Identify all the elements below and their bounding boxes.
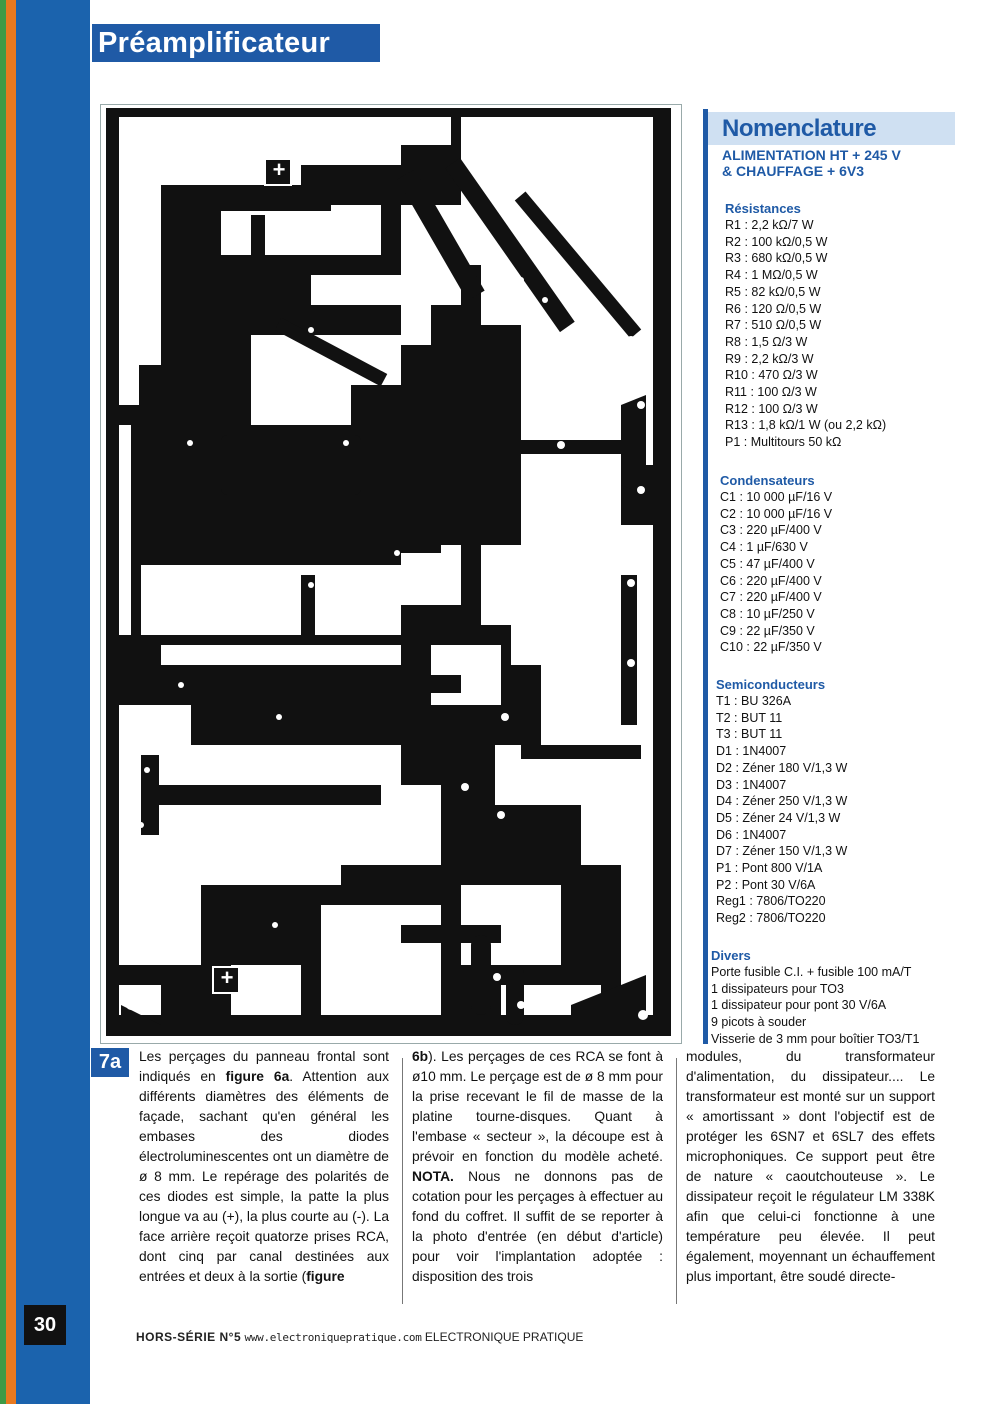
group-heading: Divers bbox=[711, 948, 751, 963]
list-item: P1 : Multitours 50 kΩ bbox=[725, 435, 842, 450]
list-item: R13 : 1,8 kΩ/1 W (ou 2,2 kΩ) bbox=[725, 418, 887, 433]
list-item: 1 dissipateur pour pont 30 V/6A bbox=[711, 998, 887, 1013]
footer-magazine: ELECTRONIQUE PRATIQUE bbox=[424, 1330, 584, 1344]
column-divider bbox=[676, 1058, 677, 1304]
group-heading: Semiconducteurs bbox=[716, 677, 826, 692]
figure-ref: 6b bbox=[412, 1049, 429, 1064]
nomenclature-subtitle-line1: ALIMENTATION HT + 245 V bbox=[722, 147, 901, 163]
list-item: R8 : 1,5 Ω/3 W bbox=[725, 334, 808, 349]
list-item: Reg2 : 7806/TO220 bbox=[716, 911, 826, 926]
list-item: D6 : 1N4007 bbox=[716, 827, 787, 842]
body-text: Les perçages du panneau frontal sont indiqués en bbox=[139, 1049, 389, 1084]
list-item: R2 : 100 kΩ/0,5 W bbox=[725, 234, 828, 249]
footer-url[interactable]: www.electroniquepratique.com bbox=[244, 1331, 422, 1344]
column-divider bbox=[402, 1058, 403, 1304]
list-item: T2 : BUT 11 bbox=[716, 710, 783, 725]
body-text: modules, du transformateur d'alimentation, du dissipateur.... Le transformateur est monté sur un support « amortissant » dont l'objectif est de protéger les 6SN7 et 6SL7 des effets microphoniques. Ce support peut être de nature « caoutchouteuse ». Le dissipateur reçoit le régulateur LM 338K afin que celui-ci fonctionne à une température peu élevée. Il peut également, moyennant un échauffement plus important, être soudé directe- bbox=[686, 1049, 935, 1284]
list-item: T3 : BUT 11 bbox=[716, 727, 783, 742]
list-item: T1 : BU 326A bbox=[716, 694, 792, 708]
group-resistances bbox=[725, 200, 965, 451]
body-text: ). Les perçages de ces RCA se font à ø10 mm. Le perçage est de ø 8 mm pour la prise recevant le fil de masse de la platine tourne-disques. Quant à l'embase « secteur », la découpe est à prévoir en fonction du modèle acheté. bbox=[412, 1049, 663, 1164]
list-item: D7 : Zéner 150 V/1,3 W bbox=[716, 844, 848, 859]
group-heading: Résistances bbox=[725, 201, 801, 216]
pcb-plus-mark-top: + bbox=[272, 157, 286, 182]
list-item: C6 : 220 µF/400 V bbox=[720, 573, 822, 588]
figure-ref: figure 6a bbox=[225, 1069, 290, 1084]
body-text: . Attention aux différents diamètres des éléments de façade, sachant qu'en général les embases des diodes électroluminescentes ont un diamètre de ø 8 mm. Le repérage des polarités de ces diodes est simple, la patte la plus longue va au (+), la plus courte au (-). La face arrière reçoit quatorze prises RCA, dont cinq par canal destinées aux entrées et deux à la sortie ( bbox=[139, 1069, 389, 1284]
list-item: C9 : 22 µF/350 V bbox=[720, 623, 815, 638]
nomenclature-subtitle bbox=[722, 147, 952, 179]
list-item: C10 : 22 µF/350 V bbox=[720, 640, 822, 655]
list-item: C5 : 47 µF/400 V bbox=[720, 556, 815, 571]
list-item: Visserie de 3 mm pour boîtier TO3/T1 bbox=[711, 1031, 920, 1046]
page-number: 30 bbox=[24, 1305, 66, 1345]
group-heading: Condensateurs bbox=[720, 473, 815, 488]
pcb-layout-drawing bbox=[101, 105, 681, 1043]
list-item: C1 : 10 000 µF/16 V bbox=[720, 490, 833, 504]
list-item: R1 : 2,2 kΩ/7 W bbox=[725, 218, 814, 232]
footer-series: HORS-SÉRIE N°5 bbox=[136, 1330, 242, 1344]
body-column-2 bbox=[412, 1047, 663, 1287]
pcb-plus-mark-bottom: + bbox=[220, 965, 234, 990]
nomenclature-box bbox=[703, 109, 955, 1044]
section-title: Préamplificateur bbox=[92, 24, 380, 62]
figure-label: 7a bbox=[91, 1048, 129, 1077]
list-item: D4 : Zéner 250 V/1,3 W bbox=[716, 794, 848, 809]
list-item: P2 : Pont 30 V/6A bbox=[716, 877, 816, 892]
body-column-3 bbox=[686, 1047, 935, 1287]
list-item: C3 : 220 µF/400 V bbox=[720, 523, 822, 538]
list-item: R6 : 120 Ω/0,5 W bbox=[725, 301, 822, 316]
margin-stripe-orange bbox=[6, 0, 16, 1404]
list-item: 9 picots à souder bbox=[711, 1015, 807, 1030]
list-item: R9 : 2,2 kΩ/3 W bbox=[725, 351, 814, 366]
list-item: C8 : 10 µF/250 V bbox=[720, 606, 815, 621]
list-item: D1 : 1N4007 bbox=[716, 744, 787, 759]
list-item: R10 : 470 Ω/3 W bbox=[725, 368, 818, 383]
list-item: D2 : Zéner 180 V/1,3 W bbox=[716, 760, 848, 775]
figure-ref: figure bbox=[306, 1269, 345, 1284]
list-item: R12 : 100 Ω/3 W bbox=[725, 401, 818, 416]
group-condensateurs bbox=[720, 472, 960, 656]
list-item: C2 : 10 000 µF/16 V bbox=[720, 506, 833, 521]
body-text: Nous ne donnons pas de cotation pour les perçages à effectuer au fond du coffret. Il suffit de se reporter à la photo d'entrée (en début d'article) pour voir l'implantation adoptée : disposition des trois bbox=[412, 1169, 663, 1284]
group-semiconducteurs bbox=[716, 676, 956, 927]
list-item: D3 : 1N4007 bbox=[716, 777, 787, 792]
list-item: C4 : 1 µF/630 V bbox=[720, 540, 808, 555]
nota-label: NOTA. bbox=[412, 1169, 454, 1184]
body-column-1 bbox=[139, 1047, 389, 1287]
group-divers bbox=[711, 947, 951, 1048]
list-item: P1 : Pont 800 V/1A bbox=[716, 861, 823, 876]
pcb-figure bbox=[100, 104, 682, 1044]
list-item: R7 : 510 Ω/0,5 W bbox=[725, 318, 822, 333]
list-item: C7 : 220 µF/400 V bbox=[720, 590, 822, 605]
list-item: R4 : 1 MΩ/0,5 W bbox=[725, 268, 818, 283]
page-footer bbox=[136, 1329, 583, 1346]
list-item: R11 : 100 Ω/3 W bbox=[725, 385, 817, 400]
list-item: D5 : Zéner 24 V/1,3 W bbox=[716, 810, 841, 825]
nomenclature-title: Nomenclature bbox=[708, 112, 955, 145]
list-item: 1 dissipateurs pour TO3 bbox=[711, 981, 844, 996]
list-item: Porte fusible C.I. + fusible 100 mA/T bbox=[711, 965, 912, 979]
list-item: R3 : 680 kΩ/0,5 W bbox=[725, 251, 828, 266]
margin-stripe-blue bbox=[16, 0, 90, 1404]
list-item: R5 : 82 kΩ/0,5 W bbox=[725, 284, 821, 299]
list-item: Reg1 : 7806/TO220 bbox=[716, 894, 826, 909]
nomenclature-subtitle-line2: & CHAUFFAGE + 6V3 bbox=[722, 163, 864, 179]
